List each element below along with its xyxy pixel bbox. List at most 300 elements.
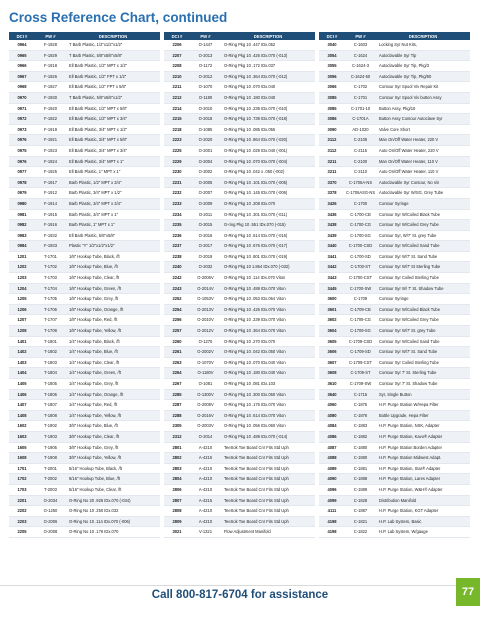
table-row — [319, 230, 470, 241]
pw-number: T-1806 — [35, 389, 66, 400]
description: H.P. Purge Station, KGT Adapter — [376, 506, 470, 517]
description: Barb Plastic, 3/4" MPT x 3/4" — [66, 198, 160, 209]
table-row — [9, 82, 160, 93]
pw-number: C-1709-SG — [345, 326, 376, 337]
table-row — [319, 103, 470, 114]
table-row — [319, 368, 470, 379]
dci-number: 2231 — [164, 177, 190, 188]
table-row — [164, 315, 315, 326]
dci-number: 1206 — [9, 304, 35, 315]
description: O-Ring No 10 .176 IDx.070 — [66, 527, 160, 538]
description: O-Ring Pkg 10 .081 IDx.103 — [221, 379, 315, 390]
table-row — [319, 379, 470, 390]
pw-number: A-4210 — [190, 484, 221, 495]
description: Contour Syr W/ 7' St. Shadow Tube — [376, 283, 470, 294]
pw-number: C-1887 — [345, 506, 376, 517]
description: Contour Syr W/Coiled Black Tube — [376, 304, 470, 315]
dci-number: 3436 — [319, 209, 345, 220]
table-row — [9, 177, 160, 188]
description: TeeSok Toe Board Cnr Fits Std Uph — [221, 516, 315, 527]
description: 1/8" Hookup Tube, Yellow, /ft — [66, 326, 160, 337]
table-row — [9, 40, 160, 50]
dci-number: 2208 — [164, 61, 190, 72]
dci-number: 0982 — [9, 220, 35, 231]
table-row — [164, 442, 315, 453]
pw-number: T-1701 — [35, 251, 66, 262]
description: Autoclavable Syr Tip, Pkg/50 — [376, 71, 470, 82]
description: 1/4" Hookup Tube, Blue, /ft — [66, 347, 160, 358]
description: TeeSok Toe Board Cnr Fits Std Uph — [221, 453, 315, 464]
description: H.P. Purge Station, Star® Adapter — [376, 463, 470, 474]
description: H.P. Purge Station, NSK, Adapter — [376, 421, 470, 432]
description: O-Ring Pkg 10 .364 IDx.070 Viton — [221, 326, 315, 337]
dci-number: 3602 — [319, 315, 345, 326]
description: 1/4" Hookup Tube, Red, /ft — [66, 400, 160, 411]
pw-number: C-1700-CSD — [345, 241, 376, 252]
description: 1/4" Hookup Tube, Clear, /ft — [66, 357, 160, 368]
dci-number: 2235 — [164, 220, 190, 231]
dci-number: 0984 — [9, 241, 35, 252]
pw-number: O-2011 — [190, 209, 221, 220]
dci-number: 2287 — [164, 400, 190, 411]
pw-number: A-4210 — [190, 463, 221, 474]
cross-reference-table — [319, 32, 470, 538]
dci-number: 3056 — [319, 71, 345, 82]
table-row — [9, 61, 160, 72]
description: Contour Syr W/7' St Sterling Tube — [376, 262, 470, 273]
table-row — [9, 188, 160, 199]
table-row — [319, 304, 470, 315]
pw-number: O-2007 — [190, 188, 221, 199]
pw-number: T-1801 — [35, 336, 66, 347]
dci-number: 1602 — [9, 421, 35, 432]
pw-number: O-1081 — [190, 379, 221, 390]
dci-number: 2230 — [164, 167, 190, 178]
header-pw: PW # — [200, 33, 211, 39]
pw-number: A-4210 — [190, 442, 221, 453]
pw-number: A-4215 — [190, 453, 221, 464]
description: Ell Barb Plastic, 1/2" MPT x 3/4" — [66, 114, 160, 125]
dci-number: 2233 — [164, 198, 190, 209]
pw-number: C-1701-10 — [345, 103, 376, 114]
dci-number: 2201 — [9, 495, 35, 506]
description: 3/8" Hookup Tube, Clear, /ft — [66, 431, 160, 442]
pw-number: C-1881 — [345, 463, 376, 474]
table-row — [164, 198, 315, 209]
description: O-Ring Pkg 10 .300 IDx.050 Viton — [221, 389, 315, 400]
description: O-Ring Pkg 10 .070 IDx.040 — [221, 82, 315, 93]
pw-number: F-1930 — [35, 92, 66, 103]
description: O-Ring Pkg 10 .042 IDx.050 Viton — [221, 347, 315, 358]
table-column-2 — [164, 32, 315, 538]
table-row — [164, 410, 315, 421]
pw-number: O-2012 — [190, 71, 221, 82]
description: 1/8" Hookup Tube, Orange, /ft — [66, 304, 160, 315]
description: 1/4" Hookup Tube, Yellow, /ft — [66, 410, 160, 421]
description: O-Ring Pkg 10 .270 IDx.070 — [221, 336, 315, 347]
table-row — [164, 527, 315, 538]
description: O-Ring Pkg 10 .426 IDx.070 Viton — [221, 304, 315, 315]
description: TeeSok Toe Board Cnr Fits Std Uph — [221, 463, 315, 474]
pw-number: F-1927 — [35, 82, 66, 93]
table-row — [9, 262, 160, 273]
pw-number: F-1929 — [35, 50, 66, 61]
description: TeeSok Toe Board Cnr Fits Std Uph — [221, 442, 315, 453]
description: 1/8" Hookup Tube, Clear, /ft — [66, 273, 160, 284]
table-row — [164, 262, 315, 273]
dci-number: 1703 — [9, 484, 35, 495]
dci-number: 2237 — [164, 241, 190, 252]
table-row — [9, 71, 160, 82]
description: Contour Syr W/7' St. grey Tube — [376, 326, 470, 337]
table-row — [319, 453, 470, 464]
pw-number: O-2034 — [35, 495, 66, 506]
dci-number: 4080 — [319, 410, 345, 421]
dci-number: 0979 — [9, 188, 35, 199]
pw-number: O-2006 — [35, 516, 66, 527]
table-row — [164, 283, 315, 294]
description: Man On/Off Water Heater, 110 V — [376, 156, 470, 167]
dci-number: 4198 — [319, 527, 345, 538]
pw-number: C-1700-SG — [345, 230, 376, 241]
table-row — [164, 294, 315, 305]
header-dci: DCI # — [171, 33, 183, 39]
dci-number: 1603 — [9, 431, 35, 442]
pw-number: C-1715 — [345, 389, 376, 400]
dci-number: 0977 — [9, 167, 35, 178]
pw-number: C-1883 — [345, 421, 376, 432]
pw-number: T-1704 — [35, 283, 66, 294]
pw-number: C-1701 — [345, 92, 376, 103]
pw-number: O-1180 — [190, 92, 221, 103]
pw-number: T-2003 — [35, 484, 66, 495]
table-row — [164, 336, 315, 347]
table-row — [9, 379, 160, 390]
dci-number: 0978 — [9, 177, 35, 188]
pw-number: T-1905 — [35, 442, 66, 453]
table-row — [9, 167, 160, 178]
table-row — [9, 114, 160, 125]
description: H.P. Purge Station, Lares Adapter — [376, 474, 470, 485]
table-row — [164, 463, 315, 474]
pw-number: O-1172 — [190, 61, 221, 72]
header-description: DESCRIPTION — [408, 33, 438, 39]
pw-number: C-1709-CSD — [345, 336, 376, 347]
dci-number: 2225 — [164, 145, 190, 156]
dci-number: 4089 — [319, 463, 345, 474]
dci-number: 1207 — [9, 315, 35, 326]
table-row — [9, 103, 160, 114]
dci-number: 1202 — [9, 262, 35, 273]
description: Ell Barb Plastic, 3/4" MPT x 3/4" — [66, 145, 160, 156]
pw-number: O-2014V — [190, 283, 221, 294]
description: Contour Syr W/Coiled Grey Tube — [376, 220, 470, 231]
pw-number: O-2002V — [190, 347, 221, 358]
dci-number: 3445 — [319, 283, 345, 294]
description: 1/4" Hookup Tube, Grey, /ft — [66, 379, 160, 390]
table-row — [164, 209, 315, 220]
pw-number: C-1709-CST — [345, 357, 376, 368]
table-row — [164, 40, 315, 50]
dci-number: 2240 — [164, 262, 190, 273]
pw-number: C-1709 — [345, 294, 376, 305]
header-description: DESCRIPTION — [98, 33, 128, 39]
table-row — [319, 516, 470, 527]
table-row — [9, 230, 160, 241]
pw-number: A-4210 — [190, 516, 221, 527]
pw-number: C-1709-CB — [345, 304, 376, 315]
table-row — [319, 61, 470, 72]
dci-number: 1404 — [9, 368, 35, 379]
description: 5/16" Hookup Tube, Black, /ft — [66, 463, 160, 474]
page-number: 77 — [456, 578, 480, 606]
description: 3/8" Hookup Tube, Blue, /ft — [66, 421, 160, 432]
pw-number: T-1803 — [35, 357, 66, 368]
description: O-ring Pkg 10 .551 IDx.070 (-015) — [221, 220, 315, 231]
dci-number: 3600 — [319, 294, 345, 305]
dci-number: 3211 — [319, 167, 345, 178]
table-row — [319, 495, 470, 506]
pw-number: C-2105 — [345, 135, 376, 146]
dci-number: 2252 — [164, 294, 190, 305]
pw-number: C-2100 — [345, 156, 376, 167]
description: O-Ring Pkg 10 .070 IDx.040 Viton — [221, 357, 315, 368]
table-row — [319, 40, 470, 50]
dci-number: 0983 — [9, 230, 35, 241]
description: O-Ring Pkg 10 .739 IDx.070 (-018) — [221, 114, 315, 125]
pw-number: O-3015 — [190, 220, 221, 231]
pw-number: O-1300V — [190, 389, 221, 400]
dci-number: 2215 — [164, 114, 190, 125]
pw-number: C-1700-CG — [345, 220, 376, 231]
dci-number: 2801 — [164, 442, 190, 453]
pw-number: T-1903 — [35, 431, 66, 442]
pw-number: F-1920 — [35, 103, 66, 114]
pw-number: F-1925 — [35, 167, 66, 178]
dci-number: 2808 — [164, 506, 190, 517]
table-row — [164, 400, 315, 411]
description: O-Ring Pkg 10 .172 IDx.037 — [221, 61, 315, 72]
table-row — [9, 442, 160, 453]
pw-number: O-3002 — [190, 167, 221, 178]
description: T Barb Plastic, 1/2"x1/2"x1/2" — [66, 40, 160, 50]
pw-number: C-1700-SW — [345, 283, 376, 294]
description: Ell Barb Plastic, 3/4" MPT x 5/8" — [66, 135, 160, 146]
table-row — [319, 92, 470, 103]
dci-number: 0967 — [9, 71, 35, 82]
header-pw: PW # — [45, 33, 56, 39]
description: Contour Syr W/Coiled Grey Tube — [376, 315, 470, 326]
table-row — [164, 167, 315, 178]
header-description: DESCRIPTION — [253, 33, 283, 39]
dci-number: 4087 — [319, 442, 345, 453]
table-row — [319, 283, 470, 294]
dci-number: 2257 — [164, 326, 190, 337]
dci-number: 3112 — [319, 145, 345, 156]
pw-number: C-1709-ST — [345, 368, 376, 379]
description: H.P. Purge Station, W&H® Adapter — [376, 484, 470, 495]
table-row — [9, 283, 160, 294]
table-row — [164, 241, 315, 252]
table-row — [9, 315, 160, 326]
table-row — [319, 82, 470, 93]
table-row — [319, 326, 470, 337]
description: H.P. Lab System, W/gauge — [376, 527, 470, 538]
table-row — [9, 357, 160, 368]
table-row — [164, 474, 315, 485]
dci-number: 2803 — [164, 463, 190, 474]
dci-number: 1405 — [9, 379, 35, 390]
description: Ell Barb Plastic, 3/4" MPT x 1" — [66, 156, 160, 167]
description: O-Ring Pkg 10 .208 IDx.070 — [221, 198, 315, 209]
pw-number: C-1709-SD — [345, 347, 376, 358]
pw-number: F-1916 — [35, 220, 66, 231]
dci-number: 2806 — [164, 484, 190, 495]
description: Ell Barb Plastic, 1/2" MPT x 1/2" — [66, 61, 160, 72]
pw-number: C-1706A-NS — [345, 177, 376, 188]
description: O-Ring Pkg 10 .029 IDx.040 (-001) — [221, 145, 315, 156]
table-row — [319, 71, 470, 82]
pw-number: C-1700-CST — [345, 273, 376, 284]
description: Ell Barb Plastic, 1/2" FPT x 1/2" — [66, 71, 160, 82]
dci-number: 0973 — [9, 124, 35, 135]
description: Plastic "Y" 1/2"x1/2"x1/2" — [66, 241, 160, 252]
dci-number: 2203 — [9, 516, 35, 527]
description: Locking Syr Nut Kits, — [376, 40, 470, 50]
table-row — [164, 92, 315, 103]
dci-number: 3085 — [319, 103, 345, 114]
table-row — [9, 135, 160, 146]
table-row — [9, 145, 160, 156]
description: H.P. Lab System, Basic — [376, 516, 470, 527]
table-row — [164, 135, 315, 146]
dci-number: 1408 — [9, 410, 35, 421]
description: O-Ring Pkg 10 .801 IDx.070 (-019) — [221, 251, 315, 262]
pw-number: C-1709-SW — [345, 379, 376, 390]
description: O-Ring Pkg 10 .489 IDx.070 (-014) — [221, 431, 315, 442]
table-row — [9, 92, 160, 103]
dci-number: 0976 — [9, 156, 35, 167]
table-row — [164, 251, 315, 262]
dci-number: 3604 — [319, 326, 345, 337]
table-row — [164, 431, 315, 442]
dci-number: 3607 — [319, 357, 345, 368]
table-row — [164, 114, 315, 125]
table-row — [9, 463, 160, 474]
dci-number: 4060 — [319, 400, 345, 411]
table-row — [9, 453, 160, 464]
description: 1/8" Hookup Tube, Red, /ft — [66, 315, 160, 326]
pw-number: O-2017 — [190, 241, 221, 252]
table-row — [319, 347, 470, 358]
table-row — [319, 431, 470, 442]
pw-number: T-1706 — [35, 304, 66, 315]
table-row — [319, 209, 470, 220]
description: TeeSok Toe Board Cnr Fits Std Uph — [221, 474, 315, 485]
pw-number: O-2013V — [190, 304, 221, 315]
pw-number: T-1807 — [35, 400, 66, 411]
pw-number: F-1928 — [35, 40, 66, 50]
table-row — [9, 474, 160, 485]
dci-number: 3608 — [319, 368, 345, 379]
dci-number: 1201 — [9, 251, 35, 262]
dci-number: 4090 — [319, 474, 345, 485]
description: Contour Syr, W/7' St. grey Tube — [376, 230, 470, 241]
table-row — [319, 484, 470, 495]
pw-number: O-2020 — [190, 135, 221, 146]
description: O-Ring Pkg 10 .301 IDx.070 (-011) — [221, 209, 315, 220]
pw-number: F-1918 — [35, 61, 66, 72]
pw-number: O-1250 — [35, 506, 66, 517]
dci-number: 3438 — [319, 220, 345, 231]
dci-number: 0976 — [9, 135, 35, 146]
dci-number: 0965 — [9, 50, 35, 61]
dci-number: 2238 — [164, 251, 190, 262]
table-row — [319, 220, 470, 231]
dci-number: 3610 — [319, 379, 345, 390]
pw-number: C-1700-SD — [345, 251, 376, 262]
table-row — [164, 495, 315, 506]
pw-number: C-2110 — [345, 167, 376, 178]
table-row — [319, 262, 470, 273]
dci-number: 3441 — [319, 251, 345, 262]
pw-number: AD-1020 — [345, 124, 376, 135]
description: Contour Syringe — [376, 198, 470, 209]
header-dci: DCI # — [16, 33, 28, 39]
pw-number: C-1701A — [345, 114, 376, 125]
dci-number: 1702 — [9, 474, 35, 485]
description: O-Ring Pkg 10 .042 x .050 (-002) — [221, 167, 315, 178]
dci-number: 2802 — [164, 453, 190, 464]
description: Flow Adjustment Manifold — [221, 527, 315, 538]
description: O-Ring Pkg 10 .053 IDx.064 Viton — [221, 294, 315, 305]
table-row — [9, 421, 160, 432]
dci-number: 0970 — [9, 92, 35, 103]
table-header-row — [164, 32, 315, 40]
dci-number: 1608 — [9, 453, 35, 464]
dci-number: 0968 — [9, 82, 35, 93]
pw-number: F-1933 — [35, 241, 66, 252]
description: 1/8" Hookup Tube, Grey, /ft — [66, 294, 160, 305]
table-header-row — [9, 32, 160, 40]
pw-number: T-1804 — [35, 368, 66, 379]
dci-number: 1401 — [9, 336, 35, 347]
description: Contour Syr W/7' St. Sand Tube — [376, 347, 470, 358]
description: O-Ring Pkg 10 .426 IDx.070 (-013) — [221, 50, 315, 61]
table-row — [164, 506, 315, 517]
description: O-Ring Pkg 10 .489 IDx.070 Viton — [221, 283, 315, 294]
description: O-Ring Pkg 10 .239 IDx.070 Viton — [221, 315, 315, 326]
description: Contour Syr W/Coiled Sand Tube — [376, 336, 470, 347]
description: O-Ring Pkg 10 1.864 IDx.070 (-032) — [221, 262, 315, 273]
page-title: Cross Reference Chart, continued — [9, 10, 228, 25]
dci-number: 3606 — [319, 347, 345, 358]
dci-number: 2210 — [164, 71, 190, 82]
dci-number: 1605 — [9, 442, 35, 453]
pw-number: T-1702 — [35, 262, 66, 273]
pw-number: F-1917 — [35, 177, 66, 188]
table-row — [164, 326, 315, 337]
table-row — [319, 167, 470, 178]
pw-number: C-1709-CG — [345, 315, 376, 326]
dci-number: 4198 — [319, 516, 345, 527]
table-row — [319, 463, 470, 474]
dci-number: 4086 — [319, 431, 345, 442]
pw-number: T-1805 — [35, 379, 66, 390]
pw-number: O-2008 — [35, 527, 66, 538]
dci-number: 2242 — [164, 273, 190, 284]
description: O-Ring Pkg 10 .114 IDx.070 Viton — [221, 273, 315, 284]
